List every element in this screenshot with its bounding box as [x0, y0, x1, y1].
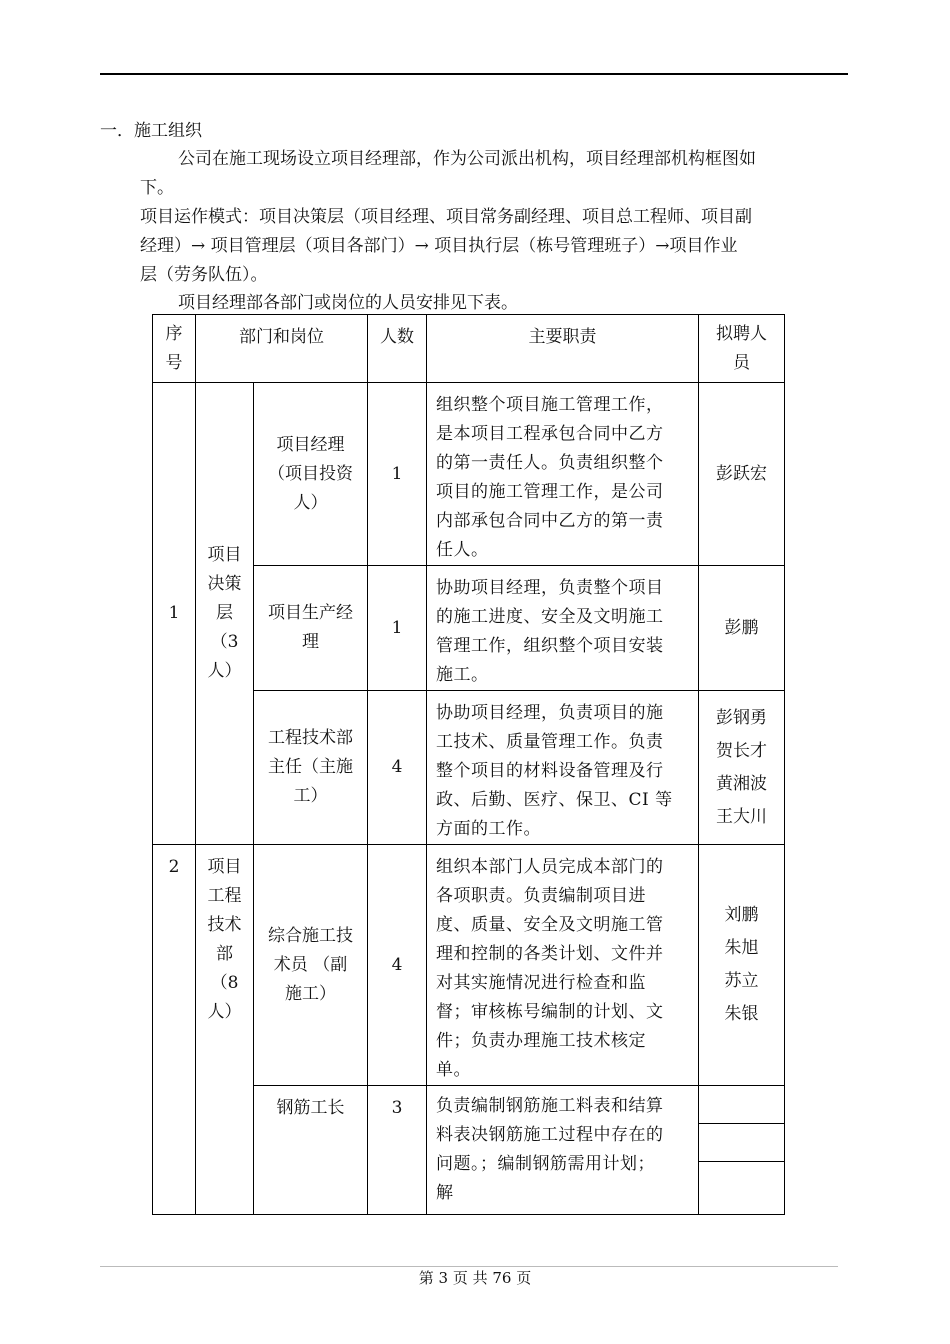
header-count: 人数 [368, 315, 427, 383]
footer-rule [100, 1266, 838, 1267]
table-row [153, 383, 785, 566]
position-cell: 项目生产经 理 [254, 566, 368, 691]
paragraph-2-line-2: 经理）→ 项目管理层（项目各部门）→ 项目执行层（栋号管理班子）→项目作业 [140, 236, 738, 256]
staff-subcell [699, 1086, 784, 1124]
staff-cell: 彭跃宏 [699, 383, 785, 566]
staff-cell-split [699, 1086, 785, 1215]
count-cell: 3 [368, 1086, 427, 1215]
group-dept: 项目 决策 层 （3 人） [196, 383, 254, 845]
paragraph-2-line-1: 项目运作模式：项目决策层（项目经理、项目常务副经理、项目总工程师、项目副 [140, 207, 752, 227]
header-seq: 序 号 [153, 315, 196, 383]
paragraph-2-line-3: 层（劳务队伍）。 [140, 265, 268, 285]
paragraph-1-line-2: 下。 [140, 178, 174, 198]
table-row [153, 845, 785, 1086]
duty-cell: 组织本部门人员完成本部门的 各项职责。负责编制项目进 度、质量、安全及文明施工管 理和控制的各类计划、文件并 对其实施情况进行检查和监 督；审核栋号编制的计划、文 件；负责办理施工技术核定 单。 [427, 845, 699, 1086]
count-cell: 4 [368, 691, 427, 845]
header-rule [100, 73, 848, 75]
group-seq: 1 [153, 383, 196, 845]
count-cell: 1 [368, 383, 427, 566]
section-heading: 一．施工组织 [100, 121, 202, 141]
staff-subcell [699, 1124, 784, 1162]
position-cell: 项目经理 （项目投资 人） [254, 383, 368, 566]
position-cell: 综合施工技 术员 （副 施工） [254, 845, 368, 1086]
page-footer: 第 3 页 共 76 页 [418, 1269, 532, 1287]
paragraph-3: 项目经理部各部门或岗位的人员安排见下表。 [178, 293, 518, 313]
duty-cell: 协助项目经理，负责项目的施 工技术、质量管理工作。负责 整个项目的材料设备管理及行 政、后勤、医疗、保卫、CI 等 方面的工作。 [427, 691, 699, 845]
group-dept: 项目 工程 技术 部 （8 人） [196, 845, 254, 1215]
header-dept: 部门和岗位 [196, 315, 368, 383]
staff-cell: 彭钢勇 贺长才 黄湘波 王大川 [699, 691, 785, 845]
duty-cell: 负责编制钢筋施工料表和结算 料表决钢筋施工过程中存在的 问题。；编制钢筋需用计划； 解 [427, 1086, 699, 1215]
duty-cell: 协助项目经理，负责整个项目 的施工进度、安全及文明施工 管理工作，组织整个项目安装 施工。 [427, 566, 699, 691]
header-staff: 拟聘人 员 [699, 315, 785, 383]
staff-subcell [699, 1162, 784, 1214]
paragraph-1-line-1: 公司在施工现场设立项目经理部，作为公司派出机构，项目经理部机构框图如 [178, 149, 756, 169]
position-cell: 工程技术部 主任（主施 工） [254, 691, 368, 845]
position-cell: 钢筋工长 [254, 1086, 368, 1215]
count-cell: 1 [368, 566, 427, 691]
table-header-row [153, 315, 785, 383]
count-cell: 4 [368, 845, 427, 1086]
staff-cell: 彭鹏 [699, 566, 785, 691]
group-seq: 2 [153, 845, 196, 1215]
staff-table [152, 314, 785, 1215]
header-duty: 主要职责 [427, 315, 699, 383]
duty-cell: 组织整个项目施工管理工作， 是本项目工程承包合同中乙方 的第一责任人。负责组织整个 项目的施工管理工作，是公司 内部承包合同中乙方的第一责 任人。 [427, 383, 699, 566]
staff-cell: 刘鹏 朱旭 苏立 朱银 [699, 845, 785, 1086]
